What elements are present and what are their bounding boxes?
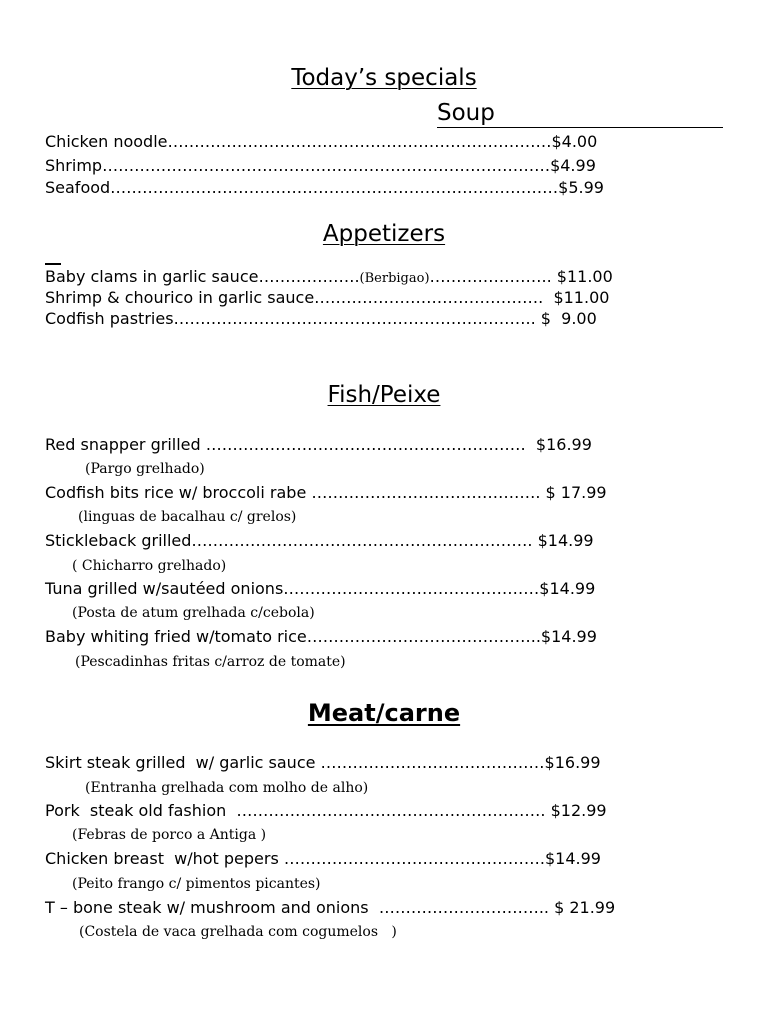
appetizers-heading: Appetizers xyxy=(322,221,446,247)
fish-item-stickleback: Stickleback grilled………………………………………………………. $14.99 xyxy=(45,531,594,550)
appetizer-item-baby-clams-name: Baby clams in garlic sauce………………. xyxy=(45,267,360,286)
meat-item-pork-steak: Pork steak old fashion …………………………………………………. $12.99 xyxy=(45,801,607,820)
fish-item-codfish-bits: Codfish bits rice w/ broccoli rabe ……………………………………. $ 17.99 xyxy=(45,483,607,502)
meat-item-t-bone-note: (Costela de vaca grelhada com cogumelos ) xyxy=(79,924,397,940)
soup-item-seafood: Seafood…………………………………………………………………………$5.99 xyxy=(45,178,604,197)
soup-item-chicken-noodle: Chicken noodle………………………………………………………………$4.00 xyxy=(45,132,598,151)
meat-item-skirt-steak-note: (Entranha grelhada com molho de alho) xyxy=(85,780,369,796)
meat-item-pork-steak-note: (Febras de porco a Antiga ) xyxy=(72,827,267,843)
page-title: Today’s specials xyxy=(291,65,477,91)
fish-item-tuna: Tuna grilled w/sautéed onions…………………………………………$14.99 xyxy=(45,579,596,598)
meat-heading: Meat/carne xyxy=(307,699,461,727)
appetizer-item-baby-clams xyxy=(45,267,613,289)
appetizer-item-codfish-pastries: Codfish pastries………………………………………………………….. $ 9.00 xyxy=(45,309,597,328)
fish-item-red-snapper: Red snapper grilled …………………………………………………… $16.99 xyxy=(45,435,592,454)
fish-heading: Fish/Peixe xyxy=(327,382,441,408)
appetizer-item-baby-clams-price: ………………….. $11.00 xyxy=(429,267,613,286)
soup-item-shrimp: Shrimp…………………………………………………………………………$4.99 xyxy=(45,156,596,175)
fish-item-baby-whiting: Baby whiting fried w/tomato rice……………………………………..$14.99 xyxy=(45,627,597,646)
fish-item-tuna-note: (Posta de atum grelhada c/cebola) xyxy=(72,605,315,621)
fish-item-red-snapper-note: (Pargo grelhado) xyxy=(85,461,205,477)
meat-item-chicken-breast-note: (Peito frango c/ pimentos picantes) xyxy=(72,876,321,892)
meat-item-t-bone: T – bone steak w/ mushroom and onions ………………………….. $ 21.99 xyxy=(45,898,616,917)
appetizer-item-shrimp-chourico: Shrimp & chourico in garlic sauce……………………………………. $11.00 xyxy=(45,288,610,307)
appetizer-item-baby-clams-portuguese: (Berbigao) xyxy=(359,271,430,286)
meat-item-chicken-breast: Chicken breast w/hot pepers ………………………………………….$14.99 xyxy=(45,849,601,868)
meat-item-skirt-steak: Skirt steak grilled w/ garlic sauce ……………………………………$16.99 xyxy=(45,753,601,772)
fish-item-stickleback-note: ( Chicharro grelhado) xyxy=(72,558,227,574)
dash-mark xyxy=(45,263,61,265)
fish-item-baby-whiting-note: (Pescadinhas fritas c/arroz de tomate) xyxy=(75,654,346,670)
fish-item-codfish-bits-note: (linguas de bacalhau c/ grelos) xyxy=(78,509,297,525)
soup-heading: Soup xyxy=(437,99,723,128)
